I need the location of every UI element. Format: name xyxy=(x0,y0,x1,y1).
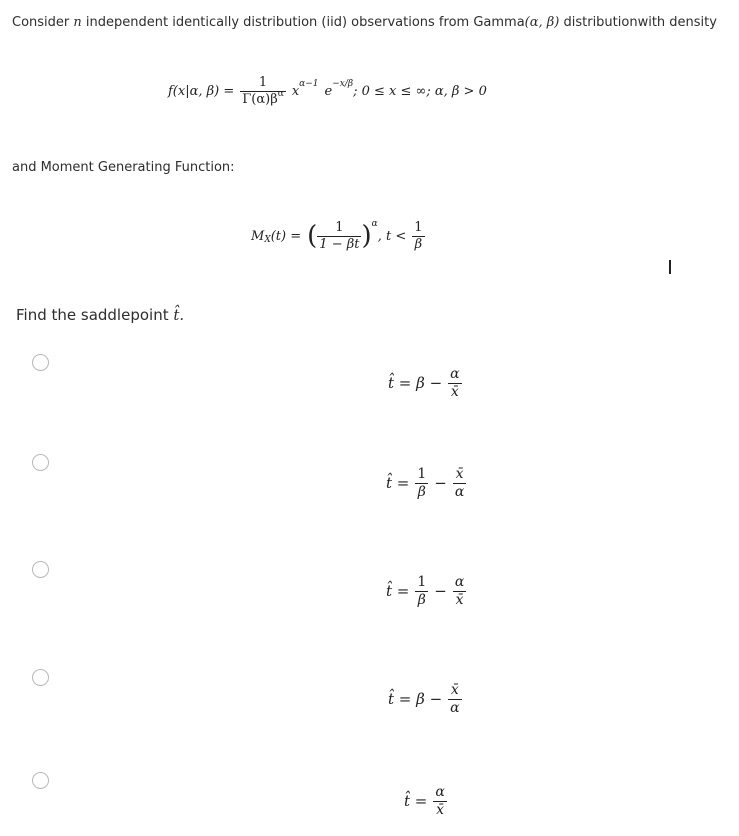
mgf-frac-num: 1 xyxy=(335,220,344,235)
density-x-sup: α−1 xyxy=(299,79,319,90)
option-a-num: α xyxy=(450,366,460,382)
option-c-radio[interactable] xyxy=(32,561,49,578)
option-e-num: α xyxy=(435,784,445,800)
option-d-formula[interactable] xyxy=(388,683,462,715)
mgf-lhs: M xyxy=(251,228,265,244)
option-d-fraction xyxy=(448,683,461,715)
option-b-f1-num: 1 xyxy=(417,466,427,482)
option-a-formula[interactable] xyxy=(388,367,462,399)
option-c-num: α xyxy=(454,574,465,590)
option-c-den: x̄ xyxy=(455,591,464,608)
option-d-num: x̄ xyxy=(450,682,459,698)
density-fraction xyxy=(240,76,286,106)
question-prompt xyxy=(16,306,184,324)
option-e-den: x̄ xyxy=(436,801,445,818)
density-e-base: e xyxy=(324,83,333,99)
mgf-frac-den: 1 − βt xyxy=(319,236,360,252)
option-b-f1-den: β xyxy=(417,483,426,500)
option-c-lhs: t̂ = xyxy=(386,582,410,601)
option-e-lhs: t̂ = xyxy=(404,792,428,811)
option-a-radio[interactable] xyxy=(32,354,49,371)
option-d-radio[interactable] xyxy=(32,669,49,686)
density-lhs: f(x|α, β) = xyxy=(168,83,235,99)
option-b-radio[interactable] xyxy=(32,454,49,471)
mgf-close-paren: ) xyxy=(361,221,372,252)
mgf-fraction xyxy=(317,221,361,251)
option-e-radio[interactable] xyxy=(32,772,49,789)
option-c-f1-num: 1 xyxy=(417,574,427,590)
intro-suffix: distributionwith density xyxy=(559,15,717,30)
intro-params: (α, β) xyxy=(524,15,560,30)
intro-middle: independent identically distribution (iid) observations from Gamma xyxy=(81,15,525,30)
density-frac-num: 1 xyxy=(258,75,268,90)
density-x-base: x xyxy=(291,83,300,99)
mgf-power: α xyxy=(371,219,378,230)
option-b-den: α xyxy=(454,483,465,500)
density-frac-den-sup: α xyxy=(277,88,284,99)
option-a-lhs: t̂ = β − xyxy=(388,374,443,393)
option-d-lhs: t̂ = β − xyxy=(388,690,443,709)
question-intro xyxy=(12,15,717,30)
option-b-fraction-1 xyxy=(415,467,428,499)
density-frac-den: Γ(α)β xyxy=(242,91,278,107)
option-b-num: x̄ xyxy=(455,466,464,482)
density-formula xyxy=(168,76,487,106)
mgf-lhs-rest: (t) = xyxy=(270,228,302,244)
text-cursor xyxy=(669,260,671,274)
option-a-den: x̄ xyxy=(450,383,459,400)
option-b-formula[interactable] xyxy=(386,467,466,499)
mgf-label: and Moment Generating Function: xyxy=(12,160,235,175)
option-e-formula[interactable] xyxy=(404,785,447,817)
mgf-cond-fraction xyxy=(412,221,424,251)
option-c-f1-den: β xyxy=(417,591,426,608)
mgf-formula xyxy=(251,221,425,251)
intro-var-n: n xyxy=(73,15,82,30)
option-c-fraction-1 xyxy=(415,575,428,607)
mgf-open-paren: ( xyxy=(307,221,318,252)
mgf-cond-num: 1 xyxy=(414,220,423,235)
option-b-lhs: t̂ = xyxy=(386,474,410,493)
question-symbol: t̂. xyxy=(173,306,185,324)
option-a-fraction xyxy=(448,367,461,399)
mgf-cond-den: β xyxy=(414,236,423,252)
option-c-op: − xyxy=(434,582,447,601)
option-b-op: − xyxy=(434,474,447,493)
intro-prefix: Consider xyxy=(12,15,74,30)
option-e-fraction xyxy=(433,785,446,817)
question-text: Find the saddlepoint xyxy=(16,306,174,324)
option-c-formula[interactable] xyxy=(386,575,466,607)
option-d-den: α xyxy=(450,699,460,716)
density-e-sup: −x/β xyxy=(332,79,354,90)
mgf-cond: , t < xyxy=(377,228,407,244)
density-support: ; 0 ≤ x ≤ ∞; α, β > 0 xyxy=(353,83,487,99)
option-c-fraction-2 xyxy=(453,575,466,607)
option-b-fraction-2 xyxy=(453,467,466,499)
mgf-lhs-sub: X xyxy=(264,235,271,246)
